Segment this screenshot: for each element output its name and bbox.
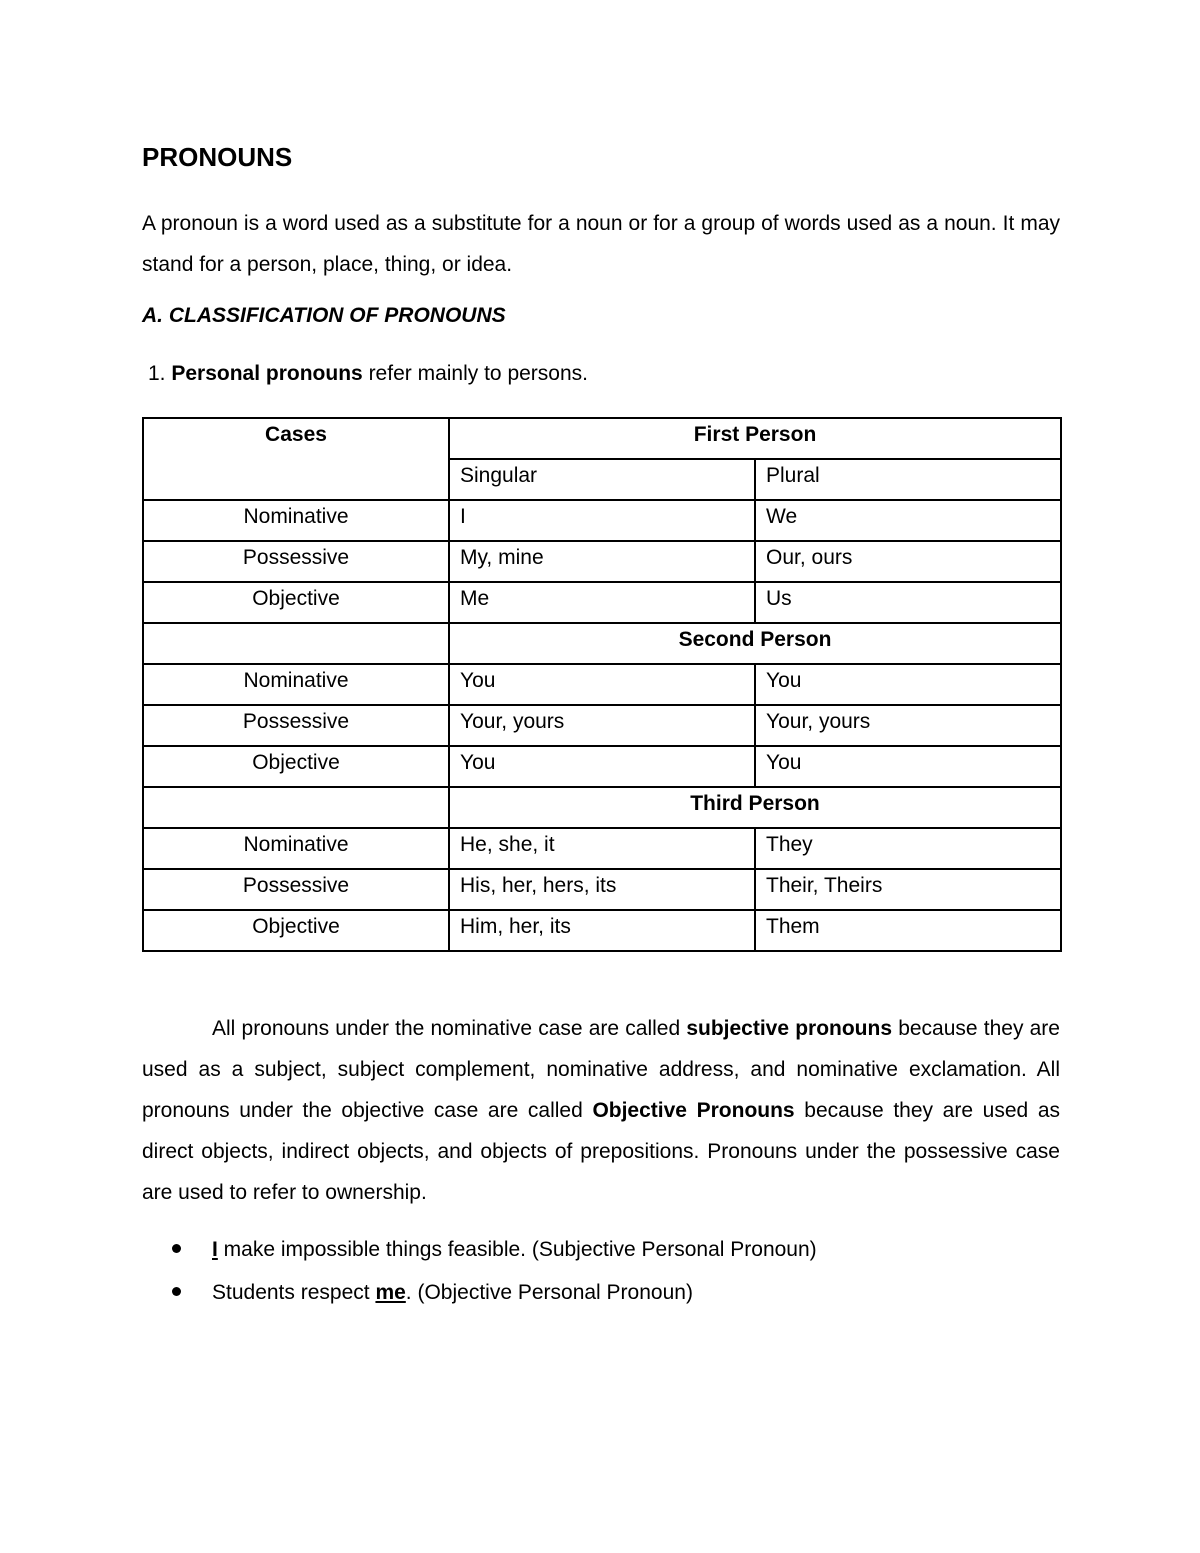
examples-list	[142, 1229, 817, 1315]
objective-pronouns-term: Objective Pronouns	[592, 1099, 795, 1122]
example-key-pronoun: I	[212, 1238, 218, 1261]
paragraph-text: All pronouns under the nominative case are called	[212, 1017, 681, 1040]
case-cell: Nominative	[143, 500, 449, 541]
table-row	[143, 664, 1061, 705]
example-text: make impossible things feasible. (Subjective Personal Pronoun)	[217, 1238, 817, 1261]
third-person-header: Third Person	[449, 787, 1061, 828]
explanation-paragraph	[142, 1008, 1060, 1213]
case-cell: Possessive	[143, 705, 449, 746]
subjective-pronouns-term: subjective pronouns	[686, 1017, 893, 1040]
singular-cell: My, mine	[449, 541, 755, 582]
singular-cell: Me	[449, 582, 755, 623]
empty-cell	[143, 787, 449, 828]
singular-cell: His, her, hers, its	[449, 869, 755, 910]
plural-cell: Them	[755, 910, 1061, 951]
singular-cell: You	[449, 746, 755, 787]
first-person-header: First Person	[449, 418, 1061, 459]
list-intro-rest: refer mainly to persons.	[368, 362, 588, 385]
plural-cell: Our, ours	[755, 541, 1061, 582]
plural-header: Plural	[755, 459, 1061, 500]
case-cell: Objective	[143, 746, 449, 787]
document-title: PRONOUNS	[142, 142, 293, 172]
bullet-icon	[172, 1244, 181, 1253]
plural-cell: You	[755, 664, 1061, 705]
paragraph-text: because they are used as direct objects, indirect objects, and objects of prepositions. Pronouns under the possessive case are used to refer to ownership.	[142, 1099, 1061, 1204]
table-row	[143, 582, 1061, 623]
plural-cell: Us	[755, 582, 1061, 623]
table-header-row	[143, 418, 1061, 459]
singular-cell: He, she, it	[449, 828, 755, 869]
plural-cell: Your, yours	[755, 705, 1061, 746]
example-key-pronoun: me	[375, 1281, 406, 1304]
plural-cell: Their, Theirs	[755, 869, 1061, 910]
table-row	[143, 541, 1061, 582]
table-row	[143, 828, 1061, 869]
example-text: . (Objective Personal Pronoun)	[405, 1281, 693, 1304]
case-cell: Objective	[143, 910, 449, 951]
case-cell: Objective	[143, 582, 449, 623]
bullet-icon	[172, 1287, 181, 1296]
second-person-header-row	[143, 623, 1061, 664]
table-row	[143, 910, 1061, 951]
list-intro-bold: Personal pronouns	[171, 362, 363, 385]
personal-pronouns-table	[142, 417, 1062, 952]
case-cell: Possessive	[143, 541, 449, 582]
singular-cell: Your, yours	[449, 705, 755, 746]
case-cell: Nominative	[143, 664, 449, 705]
plural-cell: They	[755, 828, 1061, 869]
third-person-header-row	[143, 787, 1061, 828]
list-number: 1.	[148, 362, 166, 385]
table-row	[143, 746, 1061, 787]
empty-cell	[143, 623, 449, 664]
singular-cell: I	[449, 500, 755, 541]
case-cell: Nominative	[143, 828, 449, 869]
paragraph-text: because they are used as a subject, subject complement, nominative address, and nominative exclamation. All pronouns under the objective case are called	[142, 1017, 1060, 1122]
singular-cell: Him, her, its	[449, 910, 755, 951]
list-item	[142, 1272, 817, 1315]
singular-cell: You	[449, 664, 755, 705]
intro-paragraph: A pronoun is a word used as a substitute for a noun or for a group of words used as a noun. It may stand for a person, place, thing, or idea.	[142, 212, 1060, 276]
table-row	[143, 705, 1061, 746]
second-person-header: Second Person	[449, 623, 1061, 664]
table-row	[143, 500, 1061, 541]
table-row	[143, 869, 1061, 910]
list-item	[142, 1229, 817, 1272]
plural-cell: We	[755, 500, 1061, 541]
plural-cell: You	[755, 746, 1061, 787]
section-heading: A. CLASSIFICATION OF PRONOUNS	[142, 304, 506, 327]
list-intro	[148, 362, 588, 386]
example-text: Students respect	[212, 1281, 376, 1304]
case-cell: Possessive	[143, 869, 449, 910]
singular-header: Singular	[449, 459, 755, 500]
cases-header: Cases	[143, 418, 449, 500]
